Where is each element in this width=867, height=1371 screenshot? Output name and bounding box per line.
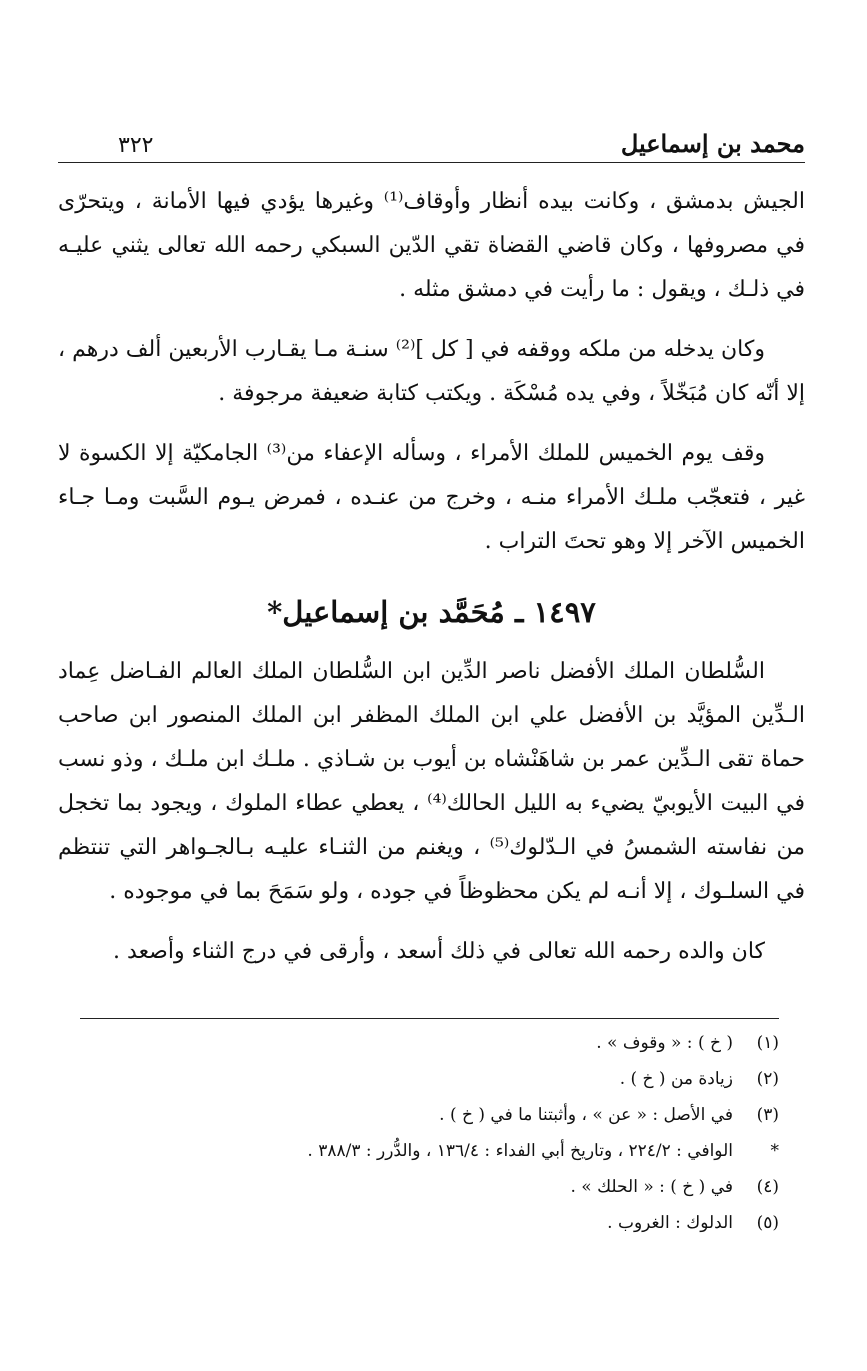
footnote-text: ( خ ) : « وقوف » . bbox=[596, 1033, 733, 1053]
footnotes bbox=[80, 1018, 779, 1241]
footnote-marker: (٢) bbox=[756, 1069, 779, 1089]
footnote bbox=[80, 1097, 779, 1133]
footnote-marker: * bbox=[770, 1141, 779, 1161]
footnote-marker: (١) bbox=[756, 1033, 779, 1053]
footnote-marker: (٥) bbox=[756, 1213, 779, 1233]
running-header bbox=[58, 124, 805, 163]
footnote-marker: (٤) bbox=[756, 1177, 779, 1197]
main-text bbox=[58, 180, 805, 990]
running-title: محمد بن إسماعيل bbox=[620, 129, 805, 158]
page-number: ٣٢٢ bbox=[118, 133, 154, 158]
footnote-marker: (٣) bbox=[756, 1105, 779, 1125]
footnote bbox=[80, 1133, 779, 1169]
footnote-text: الدلوك : الغروب . bbox=[607, 1213, 733, 1233]
footnote-text: زيادة من ( خ ) . bbox=[619, 1069, 733, 1089]
footnote-text: في ( خ ) : « الحلك » . bbox=[570, 1177, 733, 1197]
paragraph: الجيش بدمشق ، وكانت بيده أنظار وأوقاف⁽¹⁾ وغيرها يؤدي فيها الأمانة ، ويتحرّى في مصروفها ، وكان قاضي القضاة تقي الدّين السبكي رحمه الله تعالى يثني عليـه في ذلـك ، ويقول : ما رأيت في دمشق مثله . bbox=[58, 189, 805, 302]
footnote bbox=[80, 1205, 779, 1241]
paragraph: كان والده رحمه الله تعالى في ذلك أسعد ، وأرقى في درج الثناء وأصعد . bbox=[113, 939, 765, 964]
paragraph: السُّلطان الملك الأفضل ناصر الدِّين ابن السُّلطان الملك العالم الفـاضل عِماد الـدِّين المؤيَّد بن الأفضل علي ابن الملك المظفر ابن الملك المنصور ابن صاحب حماة تقى الـدِّين عمر بن شاهَنْشاه بن أيوب بن شـاذي . ملـك ابن ملـك ، وذو نسب في البيت الأيوبيّ يضيء به الليل الحالك⁽⁴⁾ ، يعطي عطاء الملوك ، ويجود بما تخجل من نفاسته الشمسُ في الـدّلوك⁽⁵⁾ ، ويغنم من الثنـاء عليـه بـالجـواهر التي تنتظم في السلـوك ، إلا أنـه لم يكن محظوظاً في جوده ، ولو سَمَحَ بما في موجوده . bbox=[58, 659, 805, 904]
footnote bbox=[80, 1061, 779, 1097]
paragraph: وقف يوم الخميس للملك الأمراء ، وسأله الإعفاء من⁽³⁾ الجامكيّة إلا الكسوة لا غير ، فتعجّب ملـك الأمراء منـه ، وخرج من عنـده ، فمرض يـوم السَّبت ومـا جـاء الخميس الآخر إلا وهو تحتَ التراب . bbox=[58, 441, 805, 554]
footnote bbox=[80, 1025, 779, 1061]
paragraph: وكان يدخله من ملكه ووقفه في [ كل ]⁽²⁾ سنـة مـا يقـارب الأربعين ألف درهم ، إلا أنّه كان مُبَخّلاً ، وفي يده مُسْكَة . ويكتب كتابة ضعيفة مرجوفة . bbox=[58, 337, 805, 406]
footnote-text: في الأصل : « عن » ، وأثبتنا ما في ( خ ) . bbox=[439, 1105, 733, 1125]
entry-heading: ١٤٩٧ ـ مُحَمَّد بن إسماعيل* bbox=[267, 595, 596, 629]
footnote-text: الوافي : ٢٢٤/٢ ، وتاريخ أبي الفداء : ١٣٦/٤ ، والدُّرر : ٣٨٨/٣ . bbox=[307, 1141, 733, 1161]
footnote bbox=[80, 1169, 779, 1205]
